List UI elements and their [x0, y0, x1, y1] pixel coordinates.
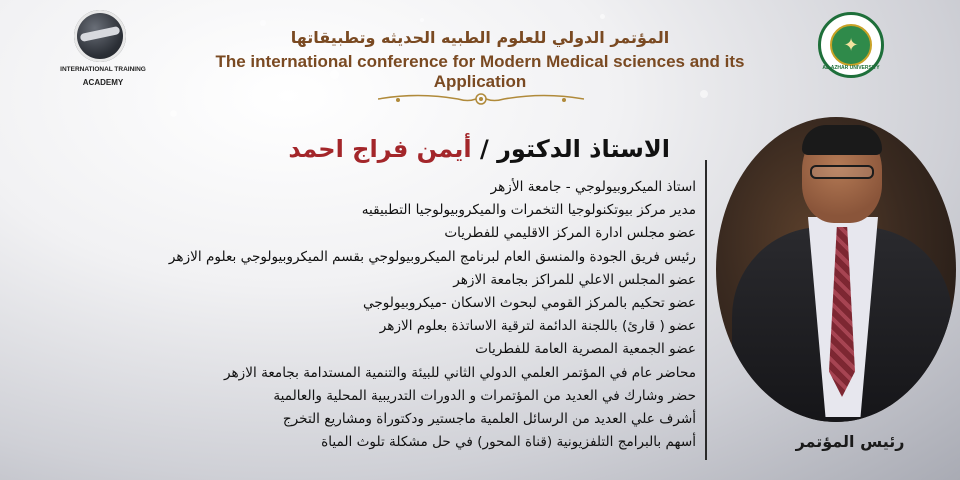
logo-line2: ACADEMY	[82, 78, 124, 87]
bio-item: أسهم بالبرامج التلفزيونية (قناة المحور) في حل مشكلة تلوث المياة	[321, 434, 696, 451]
ornament-divider-icon	[378, 88, 584, 110]
speaker-title-prefix: الاستاذ الدكتور /	[479, 135, 670, 163]
bio-item: استاذ الميكروبيولوجي - جامعة الأزهر	[490, 179, 696, 195]
conference-title-english: The international conference for Modern Medical sciences and its Application	[215, 52, 745, 91]
international-training-academy-logo	[48, 8, 158, 98]
bio-item: عضو ( قارئ) باللجنة الدائمة لترقية الاساتذة بعلوم الازهر	[379, 318, 696, 335]
header	[0, 0, 960, 120]
bio-item: عضو المجلس الاعلي للمراكز بجامعة الازهر	[453, 271, 696, 288]
globe-logo-icon	[74, 10, 126, 62]
speaker-name: أيمن فراج احمد	[288, 135, 472, 163]
speaker-name-line	[200, 135, 670, 163]
glasses-icon	[810, 165, 874, 179]
logo-line1: INTERNATIONAL TRAINING	[60, 66, 146, 73]
conference-title-arabic: المؤتمر الدولي للعلوم الطبيه الحديثه وتطبيقاتها	[290, 28, 670, 47]
speaker-photo	[716, 117, 956, 422]
seal-text: AL-AZHAR UNIVERSITY	[822, 65, 880, 71]
bio-item: مدير مركز بيوتكنولوجيا التخمرات والميكروبيولوجيا التطبيقيه	[361, 202, 696, 219]
vertical-divider	[705, 160, 707, 460]
al-azhar-seal-icon	[818, 12, 884, 78]
bio-item: رئيس فريق الجودة والمنسق العام لبرنامج الميكروبيولوجي بقسم الميكروبيولوجي بعلوم الازهر	[168, 248, 696, 265]
photo-hair	[802, 125, 882, 155]
bio-list	[20, 176, 696, 454]
bio-item: محاضر عام في المؤتمر العلمي الدولي الثاني للبيئة والتنمية المستدامة بجامعة الازهر	[224, 364, 696, 381]
speaker-caption: رئيس المؤتمر	[795, 432, 905, 451]
seal-emblem: ✦	[830, 24, 872, 66]
bio-item: حضر وشارك في العديد من المؤتمرات و الدورات التدريبية المحلية والعالمية	[273, 387, 696, 404]
bio-item: عضو الجمعية المصرية العامة للفطريات	[475, 341, 696, 358]
bio-item: أشرف علي العديد من الرسائل العلمية ماجستير ودكتوراة ومشاريع التخرج	[282, 410, 696, 427]
bio-item: عضو مجلس ادارة المركز الاقليمي للفطريات	[444, 225, 696, 242]
bio-item: عضو تحكيم بالمركز القومي لبحوث الاسكان -ميكروبيولوجي	[363, 294, 696, 311]
